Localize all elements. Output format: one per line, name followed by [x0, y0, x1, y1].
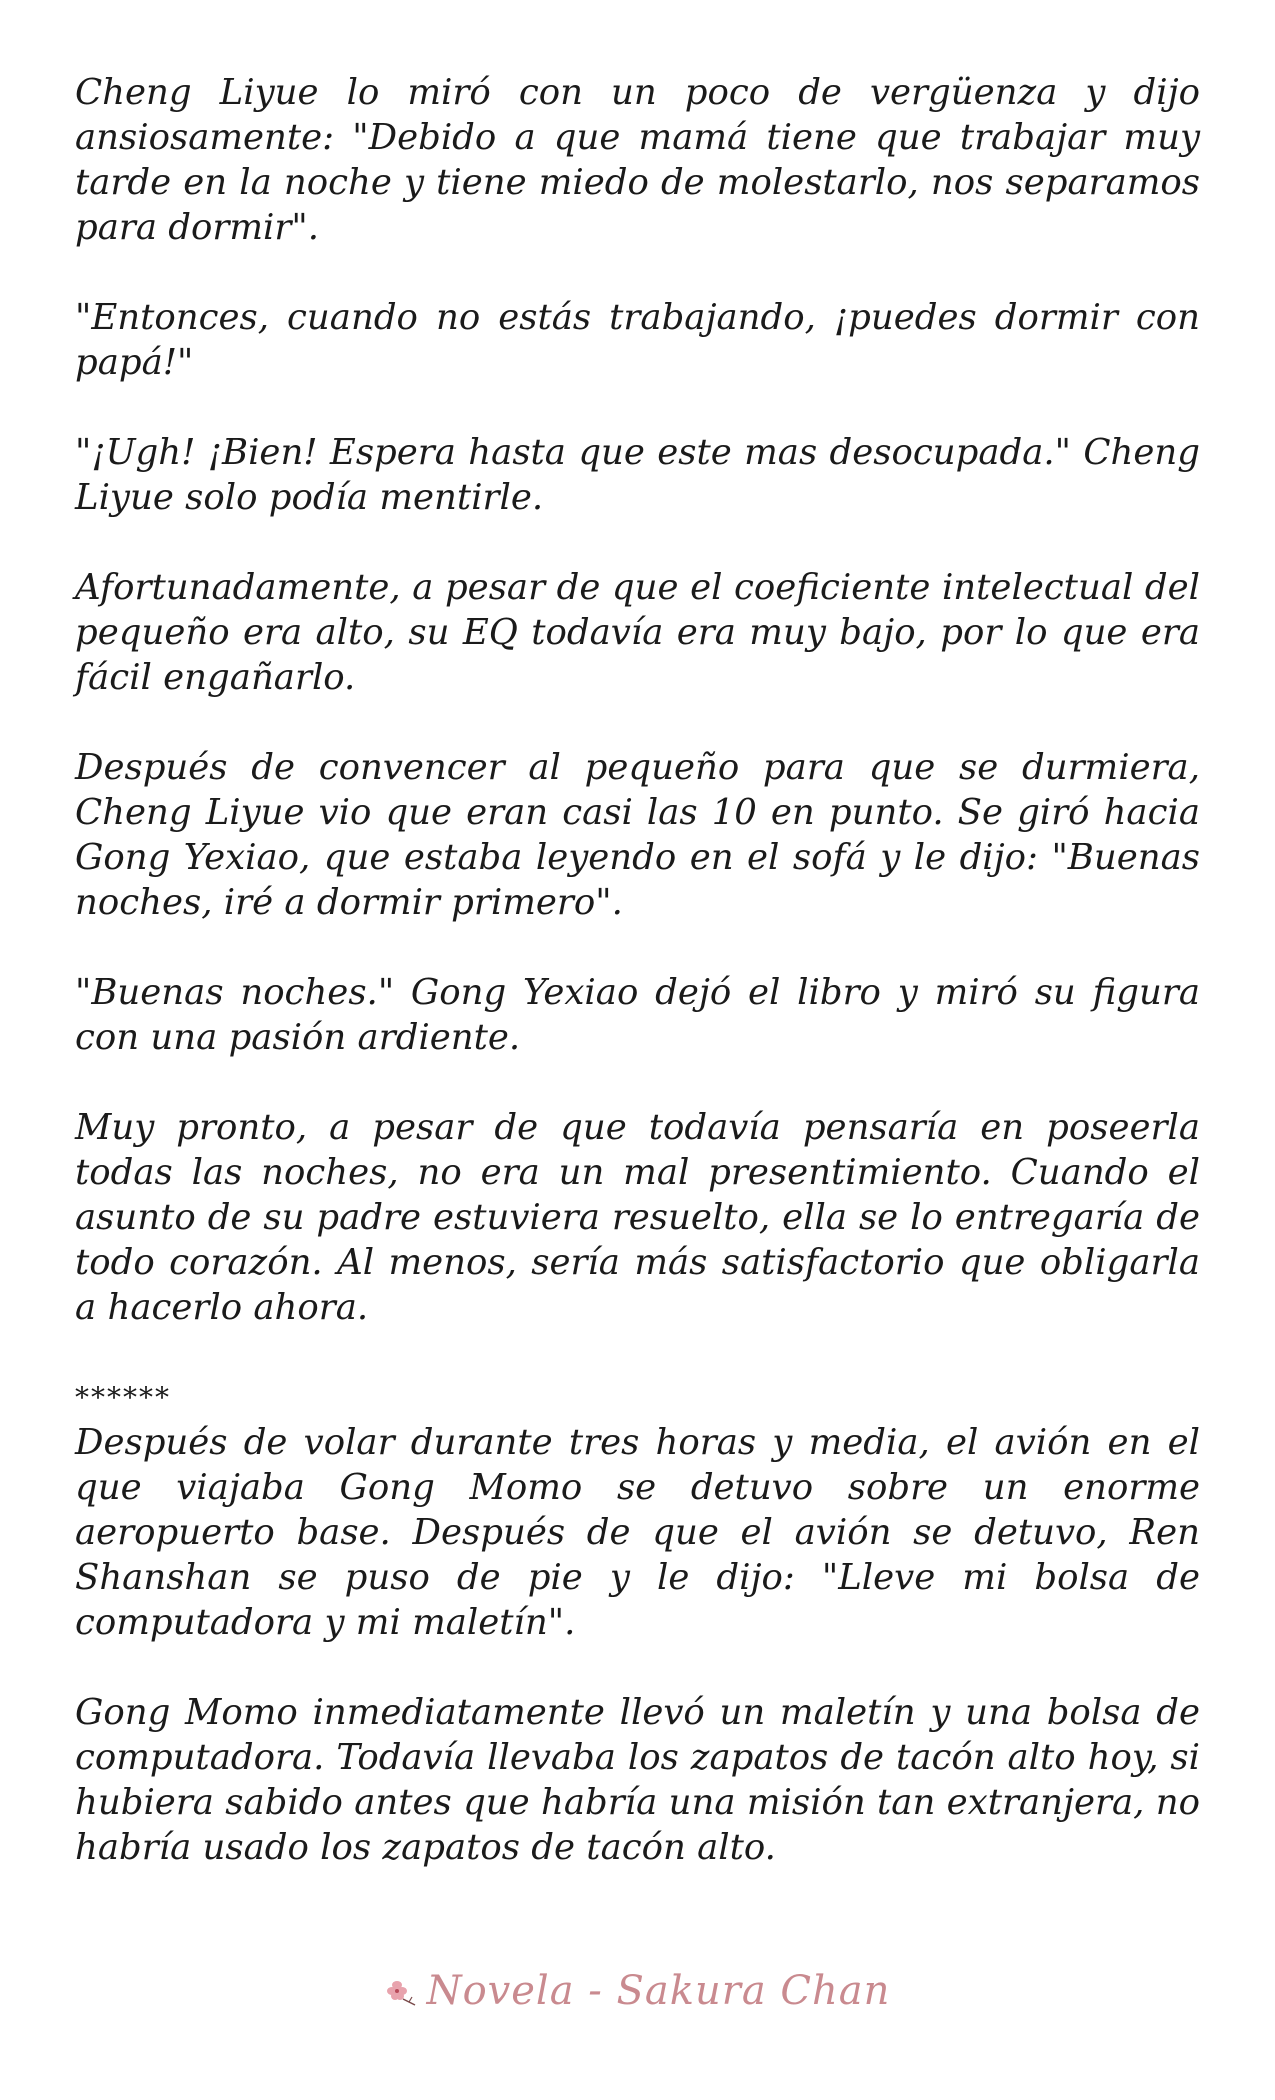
watermark-footer [0, 1968, 1275, 2017]
paragraph-4: Afortunadamente, a pesar de que el coeficiente intelectual del pequeño era alto, su EQ todavía era muy bajo, por lo que era fácil engañarlo. [75, 567, 1200, 698]
paragraph-3: "¡Ugh! ¡Bien! Espera hasta que este mas desocupada." Cheng Liyue solo podía mentirle. [75, 432, 1200, 518]
scene-separator: ****** [75, 1381, 171, 1414]
paragraph-8: Después de volar durante tres horas y media, el avión en el que viajaba Gong Momo se detuvo sobre un enorme aeropuerto base. Después de que el avión se detuvo, Ren Shanshan se puso de pie y le dijo: "Lleve mi bolsa de computadora y mi maletín". [75, 1422, 1200, 1643]
footer-text: Novela - Sakura Chan [426, 1968, 891, 2014]
paragraph-5: Después de convencer al pequeño para que se durmiera, Cheng Liyue vio que eran casi las 10 en punto. Se giró hacia Gong Yexiao, que estaba leyendo en el sofá y le dijo: "Buenas noches, iré a dormir primero". [75, 747, 1200, 923]
paragraph-6: "Buenas noches." Gong Yexiao dejó el libro y miró su figura con una pasión ardiente. [75, 972, 1200, 1058]
paragraph-7: Muy pronto, a pesar de que todavía pensaría en poseerla todas las noches, no era un mal presentimiento. Cuando el asunto de su padre estuviera resuelto, ella se lo entregaría de todo corazón. Al menos, sería más satisfactorio que obligarla a hacerlo ahora. [75, 1107, 1200, 1328]
paragraph-1: Cheng Liyue lo miró con un poco de vergüenza y dijo ansiosamente: "Debido a que mamá tiene que trabajar muy tarde en la noche y tiene miedo de molestarlo, nos separamos para dormir". [75, 72, 1200, 248]
paragraph-2: "Entonces, cuando no estás trabajando, ¡puedes dormir con papá!" [75, 297, 1200, 383]
sakura-flower-icon [385, 1971, 421, 2017]
document-body [75, 70, 1200, 1915]
paragraph-9: Gong Momo inmediatamente llevó un maletín y una bolsa de computadora. Todavía llevaba los zapatos de tacón alto hoy, si hubiera sabido antes que habría una misión tan extranjera, no habría usado los zapatos de tacón alto. [75, 1692, 1200, 1868]
